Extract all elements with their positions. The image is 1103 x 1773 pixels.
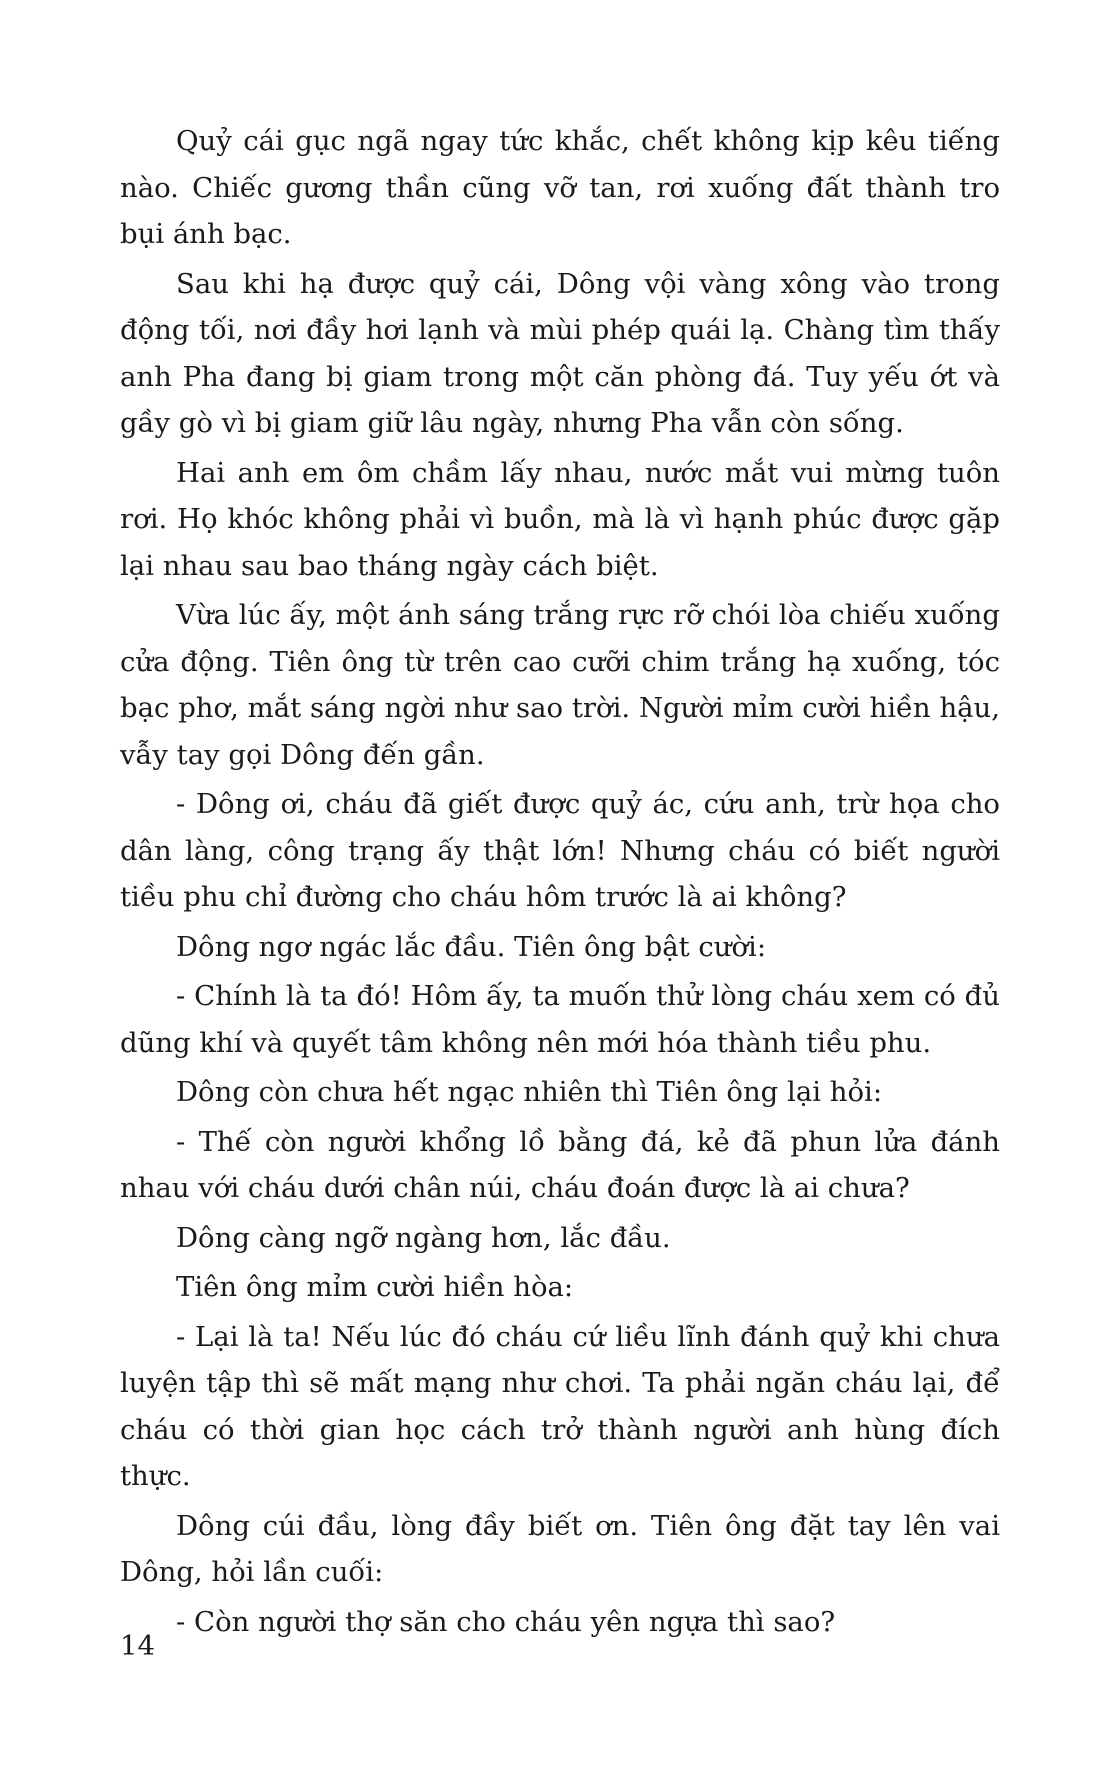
paragraph: - Lại là ta! Nếu lúc đó cháu cứ liều lĩnh đánh quỷ khi chưa luyện tập thì sẽ mất mạng như chơi. Ta phải ngăn cháu lại, để cháu có thời gian học cách trở thành người anh hùng đích thực. — [120, 1320, 1000, 1492]
paragraph: - Còn người thợ săn cho cháu yên ngựa thì sao? — [176, 1605, 836, 1638]
page-body — [120, 118, 1000, 1648]
paragraph: Dông còn chưa hết ngạc nhiên thì Tiên ông lại hỏi: — [176, 1076, 883, 1108]
page-number: 14 — [120, 1630, 155, 1662]
paragraph: Hai anh em ôm chầm lấy nhau, nước mắt vui mừng tuôn rơi. Họ khóc không phải vì buồn, mà là vì hạnh phúc được gặp lại nhau sau bao tháng ngày cách biệt. — [120, 456, 1000, 582]
paragraph: - Chính là ta đó! Hôm ấy, ta muốn thử lòng cháu xem có đủ dũng khí và quyết tâm không nên mới hóa thành tiều phu. — [120, 980, 1000, 1059]
paragraph: Dông cúi đầu, lòng đầy biết ơn. Tiên ông đặt tay lên vai Dông, hỏi lần cuối: — [120, 1509, 1000, 1588]
paragraph: Vừa lúc ấy, một ánh sáng trắng rực rỡ chói lòa chiếu xuống cửa động. Tiên ông từ trên cao cưỡi chim trắng hạ xuống, tóc bạc phơ, mắt sáng ngời như sao trời. Người mỉm cười hiền hậu, vẫy tay gọi Dông đến gần. — [120, 599, 1000, 771]
paragraph: Sau khi hạ được quỷ cái, Dông vội vàng xông vào trong động tối, nơi đầy hơi lạnh và mùi phép quái lạ. Chàng tìm thấy anh Pha đang bị giam trong một căn phòng đá. Tuy yếu ớt và gầy gò vì bị giam giữ lâu ngày, nhưng Pha vẫn còn sống. — [120, 267, 1000, 439]
paragraph: Quỷ cái gục ngã ngay tức khắc, chết không kịp kêu tiếng nào. Chiếc gương thần cũng vỡ tan, rơi xuống đất thành tro bụi ánh bạc. — [120, 125, 1000, 250]
paragraph: Dông ngơ ngác lắc đầu. Tiên ông bật cười: — [176, 930, 767, 963]
paragraph: Dông càng ngỡ ngàng hơn, lắc đầu. — [176, 1221, 671, 1254]
paragraph: - Dông ơi, cháu đã giết được quỷ ác, cứu anh, trừ họa cho dân làng, công trạng ấy thật lớn! Nhưng cháu có biết người tiều phu chỉ đường cho cháu hôm trước là ai không? — [120, 788, 1000, 913]
paragraph: - Thế còn người khổng lồ bằng đá, kẻ đã phun lửa đánh nhau với cháu dưới chân núi, cháu đoán được là ai chưa? — [120, 1125, 1000, 1204]
paragraph: Tiên ông mỉm cười hiền hòa: — [176, 1271, 574, 1303]
